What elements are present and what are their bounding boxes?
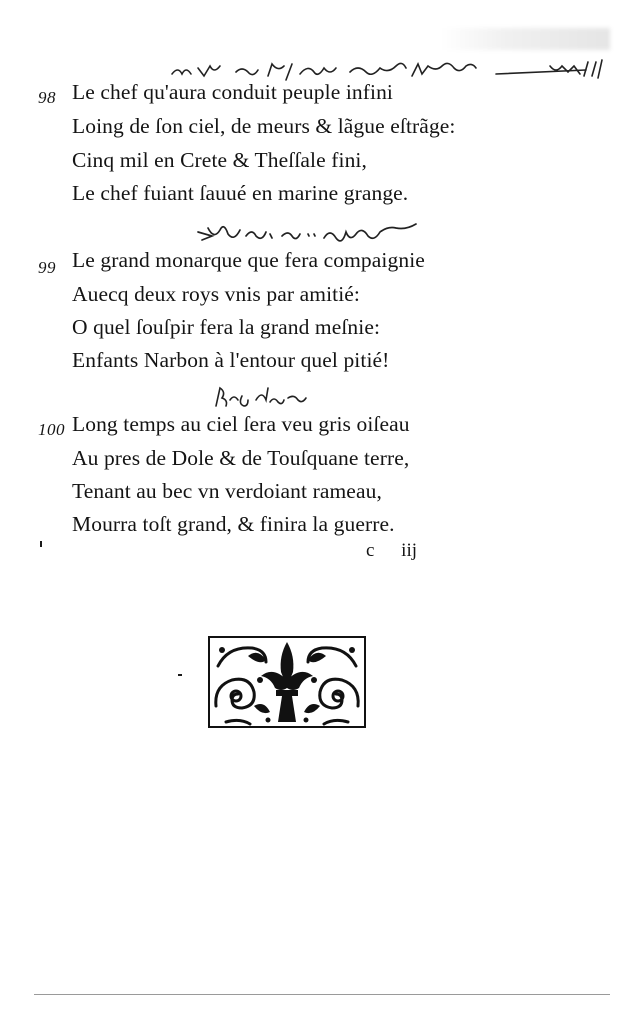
signature-mark: c iij	[366, 540, 418, 561]
stray-mark	[40, 541, 42, 547]
verse-line: Long temps au ciel ſera veu gris oiſeau	[72, 412, 410, 436]
verse-line: Cinq mil en Crete & Theſſale fini,	[72, 148, 367, 172]
quatrain-number: 99	[38, 258, 56, 277]
quatrain-number: 98	[38, 88, 56, 107]
verse-line: Au pres de Dole & de Touſquane terre,	[72, 446, 410, 470]
verse-line: Le chef fuiant ſauué en marine grange.	[72, 181, 409, 205]
quatrain-number: 100	[38, 420, 65, 439]
verse-line: Le grand monarque que fera compaignie	[72, 248, 425, 272]
scan-shadow	[440, 28, 610, 50]
verse-line: Enfants Narbon à l'entour quel pitié!	[72, 348, 390, 372]
bottom-rule	[34, 994, 610, 995]
verse-line: Tenant au bec vn verdoiant rameau,	[72, 479, 382, 503]
fleuron-ornament	[208, 636, 366, 728]
verse-line: O quel ſouſpir fera la grand meſnie:	[72, 315, 381, 339]
top-handwritten-annotation	[150, 56, 620, 82]
verse-line: Mourra toſt grand, & finira la guerre.	[72, 512, 395, 536]
handwritten-annotation	[212, 382, 312, 412]
verse-line: Auecq deux roys vnis par amitié:	[72, 282, 361, 306]
stray-mark	[178, 674, 182, 676]
verse-line: Loing de ſon ciel, de meurs & lãgue eſtrãge:	[72, 114, 456, 138]
handwritten-annotation	[194, 222, 434, 246]
verse-line: Le chef qu'aura conduit peuple infini	[72, 80, 393, 104]
